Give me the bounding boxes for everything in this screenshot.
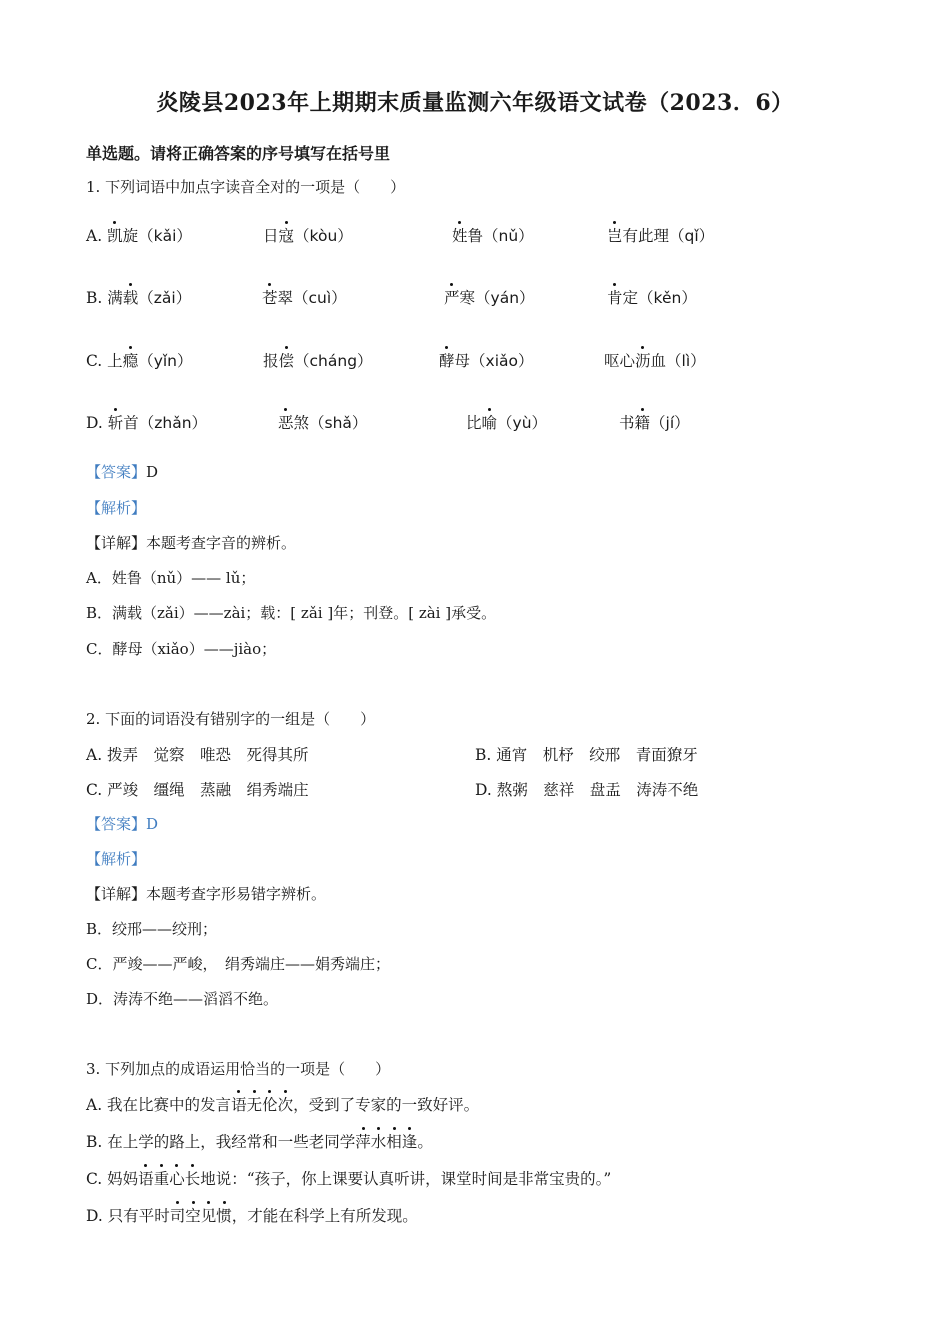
q1-term-text: 报 (263, 352, 279, 370)
q1-term-text: 定 (622, 289, 639, 307)
explanation-line: C．酵母（xiǎo）——jiào； (86, 640, 277, 658)
option-c: C. 严竣 缰绳 蒸融 绢秀端庄 (86, 781, 309, 799)
q1-option-term (619, 411, 690, 433)
section-heading: 单选题。请将正确答案的序号填写在括号里 (86, 144, 391, 163)
q1-dotted-char: 酵 (439, 349, 455, 371)
q1-pinyin: （zǎi） (138, 289, 192, 307)
q1-pinyin: （xiǎo） (470, 352, 534, 370)
q3-dotted-char: 萍 (355, 1130, 371, 1152)
q1-option-term (607, 224, 714, 246)
q3-dotted-char: 重 (154, 1167, 170, 1189)
q3-dotted-char: 司 (170, 1204, 186, 1226)
q1-option-letter: B. (86, 289, 108, 307)
q1-pinyin: （yǐn） (138, 352, 193, 370)
q3-dotted-char: 空 (185, 1204, 201, 1226)
q1-option-letter: A. (86, 227, 108, 245)
q1-term-text: 鲁 (467, 227, 484, 245)
q1-dotted-char: 严 (444, 286, 460, 308)
q1-option-term (263, 224, 353, 246)
answer-label: 【答案】D (86, 815, 159, 833)
q3-option-text: ，才能在科学上有所发现。 (231, 1207, 418, 1225)
q3-dotted-char: 长 (185, 1167, 201, 1189)
q3-option-text: D. 只有平时 (86, 1207, 170, 1225)
question-2-stem: 2. 下面的词语没有错别字的一组是（ ） (86, 710, 376, 728)
q1-pinyin: （kěn） (638, 289, 697, 307)
q1-term-text: 首 (123, 414, 139, 432)
analysis-label: 【解析】 (86, 499, 147, 517)
q1-term-text: 寒 (459, 289, 476, 307)
q3-option-text: 。 (417, 1133, 433, 1151)
q1-term-text: 母 (454, 352, 471, 370)
q1-option-term (86, 286, 191, 308)
q1-option-term (262, 286, 347, 308)
explanation-line: B．绞邢——绞刑； (86, 920, 218, 938)
q1-dotted-char: 岂 (607, 224, 623, 246)
q1-term-text: 旋 (122, 227, 139, 245)
q1-term-text: 满 (107, 289, 123, 307)
q1-pinyin: （shǎ） (309, 414, 368, 432)
q3-option (86, 1093, 479, 1115)
q1-pinyin: （kǎi） (138, 227, 192, 245)
q1-term-text: 上 (107, 352, 123, 370)
question-3-stem: 3. 下列加点的成语运用恰当的一项是（ ） (86, 1060, 391, 1078)
q1-option-term (439, 349, 534, 371)
q3-dotted-char: 心 (169, 1167, 185, 1189)
option-b: B. 通宵 机杼 绞邢 青面獠牙 (475, 746, 698, 764)
q1-option-term (263, 349, 373, 371)
q3-dotted-char: 语 (231, 1093, 247, 1115)
q3-dotted-char: 逢 (402, 1130, 418, 1152)
q1-option-letter: D. (86, 414, 108, 432)
analysis-label: 【解析】 (86, 850, 147, 868)
q1-option-term (466, 411, 547, 433)
q3-option (86, 1167, 611, 1189)
q1-term-text: 比 (466, 414, 482, 432)
q3-dotted-char: 惯 (216, 1204, 232, 1226)
q1-option-term (278, 411, 367, 433)
q3-option-text: A. 我在比赛中的发言 (86, 1096, 232, 1114)
explanation-line: A．姓鲁（nǔ）—— lǔ； (86, 569, 256, 587)
detail-text: 【详解】本题考查字音的辨析。 (86, 534, 297, 552)
q1-dotted-char: 瘾 (123, 349, 139, 371)
explanation-line: C．严竣——严峻， 绢秀端庄——娟秀端庄； (86, 955, 390, 973)
q1-pinyin: （jí） (650, 414, 690, 432)
q1-dotted-char: 恶 (278, 411, 294, 433)
q1-pinyin: （cháng） (294, 352, 373, 370)
q1-pinyin: （yù） (497, 414, 548, 432)
q1-term-text: 煞 (293, 414, 310, 432)
q1-term-text: 翠 (277, 289, 294, 307)
q3-dotted-char: 次 (278, 1093, 294, 1115)
q1-option-term (452, 224, 534, 246)
q1-option-term (86, 349, 193, 371)
q1-dotted-char: 喻 (482, 411, 498, 433)
q1-term-text: 呕心 (604, 352, 636, 370)
q3-dotted-char: 语 (138, 1167, 154, 1189)
q1-dotted-char: 斩 (108, 411, 124, 433)
q3-option (86, 1204, 418, 1226)
q1-dotted-char: 寇 (279, 224, 295, 246)
q1-term-text: 有此理 (622, 227, 670, 245)
q1-dotted-char: 籍 (635, 411, 651, 433)
answer-label: 【答案】D (86, 463, 159, 481)
q1-option-term (86, 411, 207, 433)
q1-dotted-char: 姓 (452, 224, 468, 246)
q1-option-term (607, 286, 697, 308)
q1-pinyin: （zhǎn） (138, 414, 208, 432)
q1-dotted-char: 载 (123, 286, 139, 308)
q3-dotted-char: 无 (247, 1093, 263, 1115)
q1-pinyin: （yán） (475, 289, 535, 307)
q1-dotted-char: 凯 (107, 224, 123, 246)
q3-option (86, 1130, 433, 1152)
q3-dotted-char: 水 (371, 1130, 387, 1152)
q1-pinyin: （cuì） (293, 289, 347, 307)
q3-option-text: ，受到了专家的一致好评。 (293, 1096, 480, 1114)
detail-text: 【详解】本题考查字形易错字辨析。 (86, 885, 327, 903)
q1-term-text: 血 (650, 352, 667, 370)
q1-option-letter: C. (86, 352, 108, 370)
explanation-line: B．满载（zǎi）——zài；载：[ zǎi ]年；刊登。[ zài ]承受。 (86, 604, 497, 622)
q1-pinyin: （lì） (666, 352, 706, 370)
page-title: 炎陵县2023年上期期末质量监测六年级语文试卷（2023．6） (156, 90, 794, 116)
q1-option-term (86, 224, 192, 246)
q3-option-text: C. 妈妈 (86, 1170, 139, 1188)
q1-pinyin: （nǔ） (483, 227, 534, 245)
q3-dotted-char: 相 (386, 1130, 402, 1152)
q1-pinyin: （qǐ） (669, 227, 715, 245)
q1-term-text: 书 (619, 414, 635, 432)
q1-dotted-char: 肯 (607, 286, 623, 308)
q1-pinyin: （kòu） (294, 227, 353, 245)
q3-dotted-char: 见 (201, 1204, 217, 1226)
explanation-line: D．涛涛不绝——滔滔不绝。 (86, 990, 279, 1008)
q3-option-text: 地说：“孩子，你上课要认真听讲，课堂时间是非常宝贵的。” (200, 1170, 612, 1188)
q3-option-text: B. 在上学的路上，我经常和一些老同学 (86, 1133, 356, 1151)
option-a: A. 拨弄 觉察 唯恐 死得其所 (86, 746, 309, 764)
q1-term-text: 日 (263, 227, 279, 245)
q1-dotted-char: 苍 (262, 286, 278, 308)
q1-dotted-char: 沥 (635, 349, 651, 371)
q1-option-term (444, 286, 535, 308)
option-d: D. 熬粥 慈祥 盘盂 涛涛不绝 (475, 781, 699, 799)
question-1-stem: 1. 下列词语中加点字读音全对的一项是（ ） (86, 178, 406, 196)
q1-option-term (604, 349, 706, 371)
q1-dotted-char: 偿 (279, 349, 295, 371)
q3-dotted-char: 伦 (262, 1093, 278, 1115)
